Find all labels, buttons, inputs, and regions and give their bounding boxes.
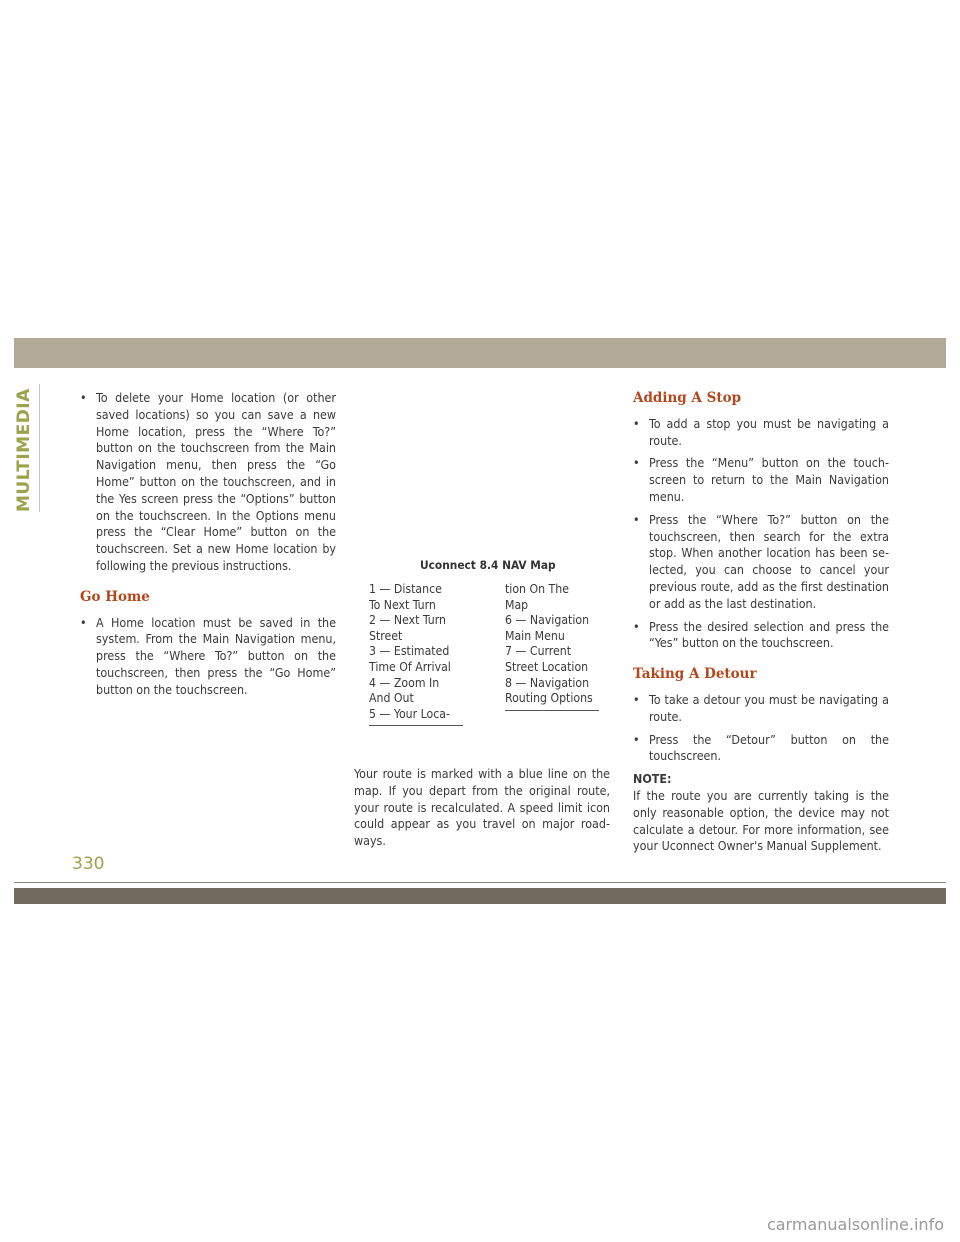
footer-band [14,888,946,904]
list-item: • To delete your Home location (or other saved locations) so you can save a new Home location, press the “Where To?” button on the touchscreen from the Main Navigation menu, then press the “Go Home” button on the touchscreen, and in the Yes screen press the “Options” button on the touchscreen. In the Options menu press the “Clear Home” button on the touchscreen. Set a new Home location by following the previous instructions. [80,390,336,575]
watermark: carmanualsonline.info [766,1215,944,1234]
route-paragraph: Your route is marked with a blue line on the map. If you depart from the original route, your route is recalculated. A speed limit icon could appear as you travel on major road-ways. [354,766,610,849]
section-divider [39,384,40,512]
legend-right [505,582,600,711]
list-item: • A Home location must be saved in the system. From the Main Navigation menu, press the “Where To?” button on the touchscreen, then press the “Go Home” button on the touchscreen. [80,615,336,699]
legend-line: Street Location [505,659,589,674]
legend-rule [505,710,599,711]
list-item: • Press the “Detour” button on the touchscreen. [633,732,889,766]
legend-line: 3 — Estimated [369,644,450,659]
page-number: 330 [72,854,105,874]
column-left [80,390,336,705]
header-band [14,338,946,368]
list-item: • To add a stop you must be navigating a route. [633,416,889,450]
legend-line: And Out [369,691,414,706]
column-right [633,390,889,855]
list-item: • Press the “Where To?” button on the touchscreen, then search for the extra stop. When another location has been se-lected, you can choose to cancel your previous route, add as the first destination or add as the last destination. [633,512,889,613]
legend-line: Street [369,628,403,643]
legend-line: 7 — Current [505,644,572,659]
legend-line: Map [505,597,529,612]
section-label: MULTIMEDIA [14,388,34,512]
legend-line: 1 — Distance [369,582,442,596]
adding-stop-heading: Adding A Stop [633,390,742,406]
legend-line: tion On The [505,582,569,596]
list-item: • Press the desired selection and press the “Yes” button on the touchscreen. [633,619,889,653]
legend-line: Main Menu [505,628,565,643]
note-text: If the route you are currently taking is the only reasonable option, the device may not calculate a detour. For more information, see your Uconnect Owner's Manual Supplement. [633,787,889,854]
legend-left [369,582,464,726]
legend-line: Time Of Arrival [369,659,451,674]
legend-line: 4 — Zoom In [369,675,440,690]
adding-stop-list [633,416,889,652]
intro-list [80,390,336,575]
legend-line: 6 — Navigation [505,613,590,628]
list-item: • To take a detour you must be navigating a route. [633,692,889,726]
footer-rule [14,882,946,883]
legend-line: 5 — Your Loca- [369,706,450,721]
detour-list [633,692,889,765]
legend-rule [369,725,463,726]
legend-line: To Next Turn [369,597,436,612]
legend-line: Routing Options [505,691,593,706]
map-caption: Uconnect 8.4 NAV Map [420,558,556,572]
detour-heading: Taking A Detour [633,666,757,683]
go-home-list [80,615,336,699]
go-home-heading: Go Home [80,588,150,605]
list-item: • Press the “Menu” button on the touch-screen to return to the Main Navigation menu. [633,455,889,505]
legend-line: 2 — Next Turn [369,613,446,628]
note-label: NOTE: [633,771,672,787]
legend-line: 8 — Navigation [505,675,590,690]
